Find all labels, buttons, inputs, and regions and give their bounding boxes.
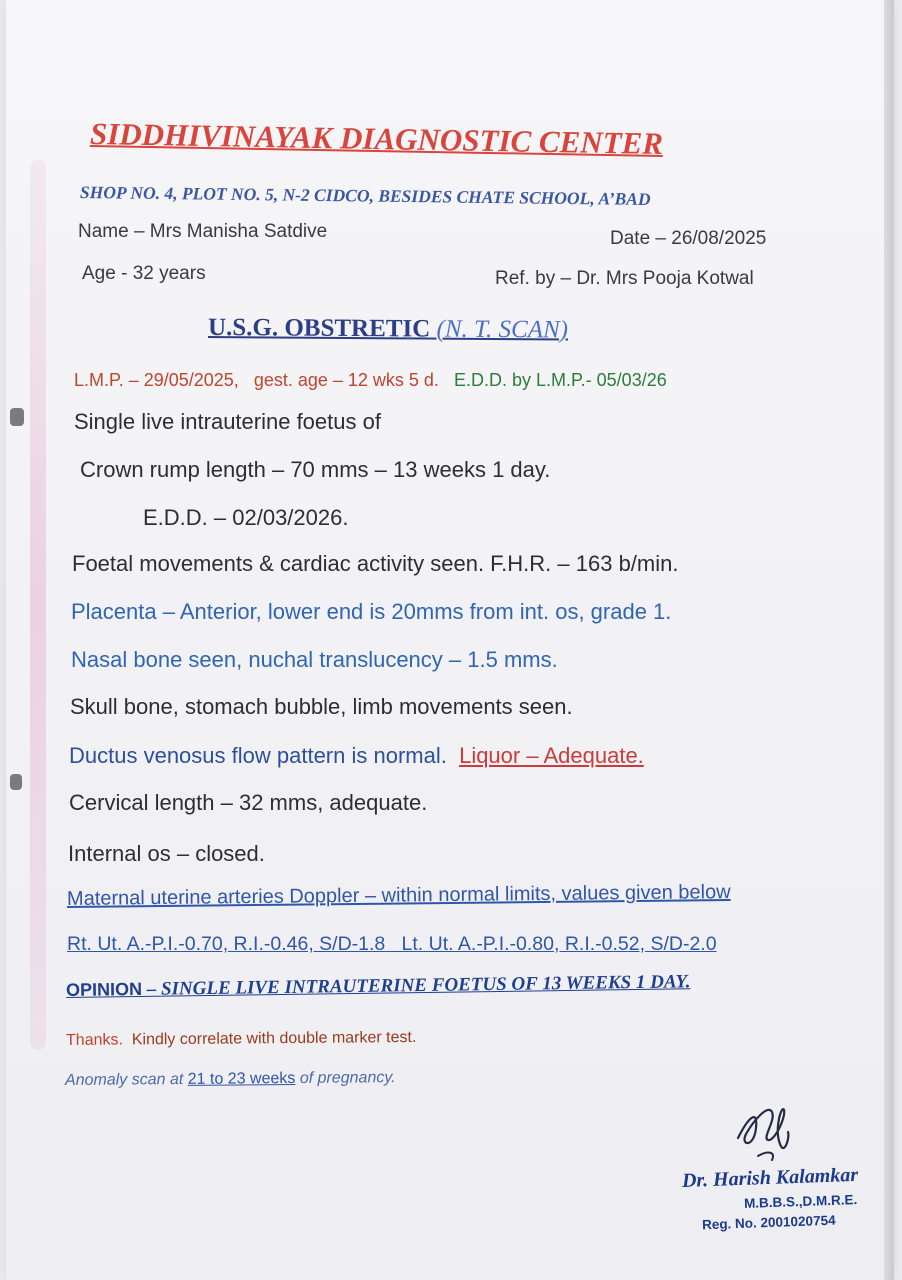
lmp-line xyxy=(74,370,667,391)
punch-hole-bottom xyxy=(10,774,22,790)
note-anomaly xyxy=(65,1069,396,1090)
liquor-status: Liquor – Adequate. xyxy=(459,743,644,768)
handwritten-signature xyxy=(728,1098,808,1170)
finding-line-10: Internal os – closed. xyxy=(68,841,265,866)
referring-doctor: Ref. by – Dr. Mrs Pooja Kotwal xyxy=(495,268,754,289)
doppler-values xyxy=(67,933,717,956)
doctor-registration: Reg. No. 2001020754 xyxy=(701,1212,836,1233)
finding-line-2: Crown rump length – 70 mms – 13 weeks 1 day. xyxy=(80,457,551,482)
finding-line-5: Placenta – Anterior, lower end is 20mms from int. os, grade 1. xyxy=(71,599,672,624)
finding-line-3: E.D.D. – 02/03/2026. xyxy=(143,505,349,530)
lmp-date: L.M.P. – 29/05/2025, xyxy=(74,370,239,390)
doppler-right: Rt. Ut. A.-P.I.-0.70, R.I.-0.46, S/D-1.8 xyxy=(67,933,386,955)
finding-line-6: Nasal bone seen, nuchal translucency – 1.5 mms. xyxy=(71,647,558,672)
note-anomaly-a: Anomaly scan at xyxy=(64,1070,184,1089)
doppler-summary: Maternal uterine arteries Doppler – within normal limits, values given below xyxy=(66,881,731,910)
clinic-address: SHOP NO. 4, PLOT NO. 5, N-2 CIDCO, BESIDES CHATE SCHOOL, A’BAD xyxy=(79,182,651,209)
finding-line-9: Cervical length – 32 mms, adequate. xyxy=(69,790,428,815)
heading-sub: (N. T. SCAN) xyxy=(436,315,569,344)
gestational-age: gest. age – 12 wks 5 d. xyxy=(253,370,439,390)
note-anomaly-b: 21 to 23 weeks xyxy=(187,1069,296,1088)
punch-hole-top xyxy=(10,408,24,426)
report-heading xyxy=(208,314,568,345)
ductus-venosus: Ductus venosus flow pattern is normal. xyxy=(69,743,447,768)
finding-line-7: Skull bone, stomach bubble, limb movements seen. xyxy=(70,694,573,719)
doctor-name: Dr. Harish Kalamkar xyxy=(681,1163,859,1192)
doppler-left: Lt. Ut. A.-P.I.-0.80, R.I.-0.52, S/D-2.0 xyxy=(401,933,717,955)
file-strip xyxy=(30,160,46,1050)
page-edge xyxy=(884,0,894,1280)
patient-age: Age - 32 years xyxy=(82,263,206,284)
doctor-qualification: M.B.B.S.,D.M.R.E. xyxy=(743,1192,858,1211)
note-thanks: Thanks. xyxy=(65,1031,123,1049)
finding-line-8 xyxy=(69,743,644,769)
finding-line-1: Single live intrauterine foetus of xyxy=(74,409,381,434)
finding-line-4: Foetal movements & cardiac activity seen. F.H.R. – 163 b/min. xyxy=(72,551,679,576)
clinic-name: SIDDHIVINAYAK DIAGNOSTIC CENTER xyxy=(89,116,664,161)
heading-main: U.S.G. OBSTRETIC xyxy=(207,314,431,343)
note-anomaly-c: of pregnancy. xyxy=(299,1069,396,1087)
edd-by-lmp: E.D.D. by L.M.P.- 05/03/26 xyxy=(453,370,667,390)
note-correlate xyxy=(66,1029,417,1050)
opinion-label: OPINION xyxy=(65,978,143,1000)
patient-name: Name – Mrs Manisha Satdive xyxy=(78,221,328,242)
report-date: Date – 26/08/2025 xyxy=(610,228,767,249)
opinion-text: – SINGLE LIVE INTRAUTERINE FOETUS OF 13 WEEKS 1 DAY. xyxy=(146,971,691,1000)
note-correlate-text: Kindly correlate with double marker test. xyxy=(131,1028,417,1049)
